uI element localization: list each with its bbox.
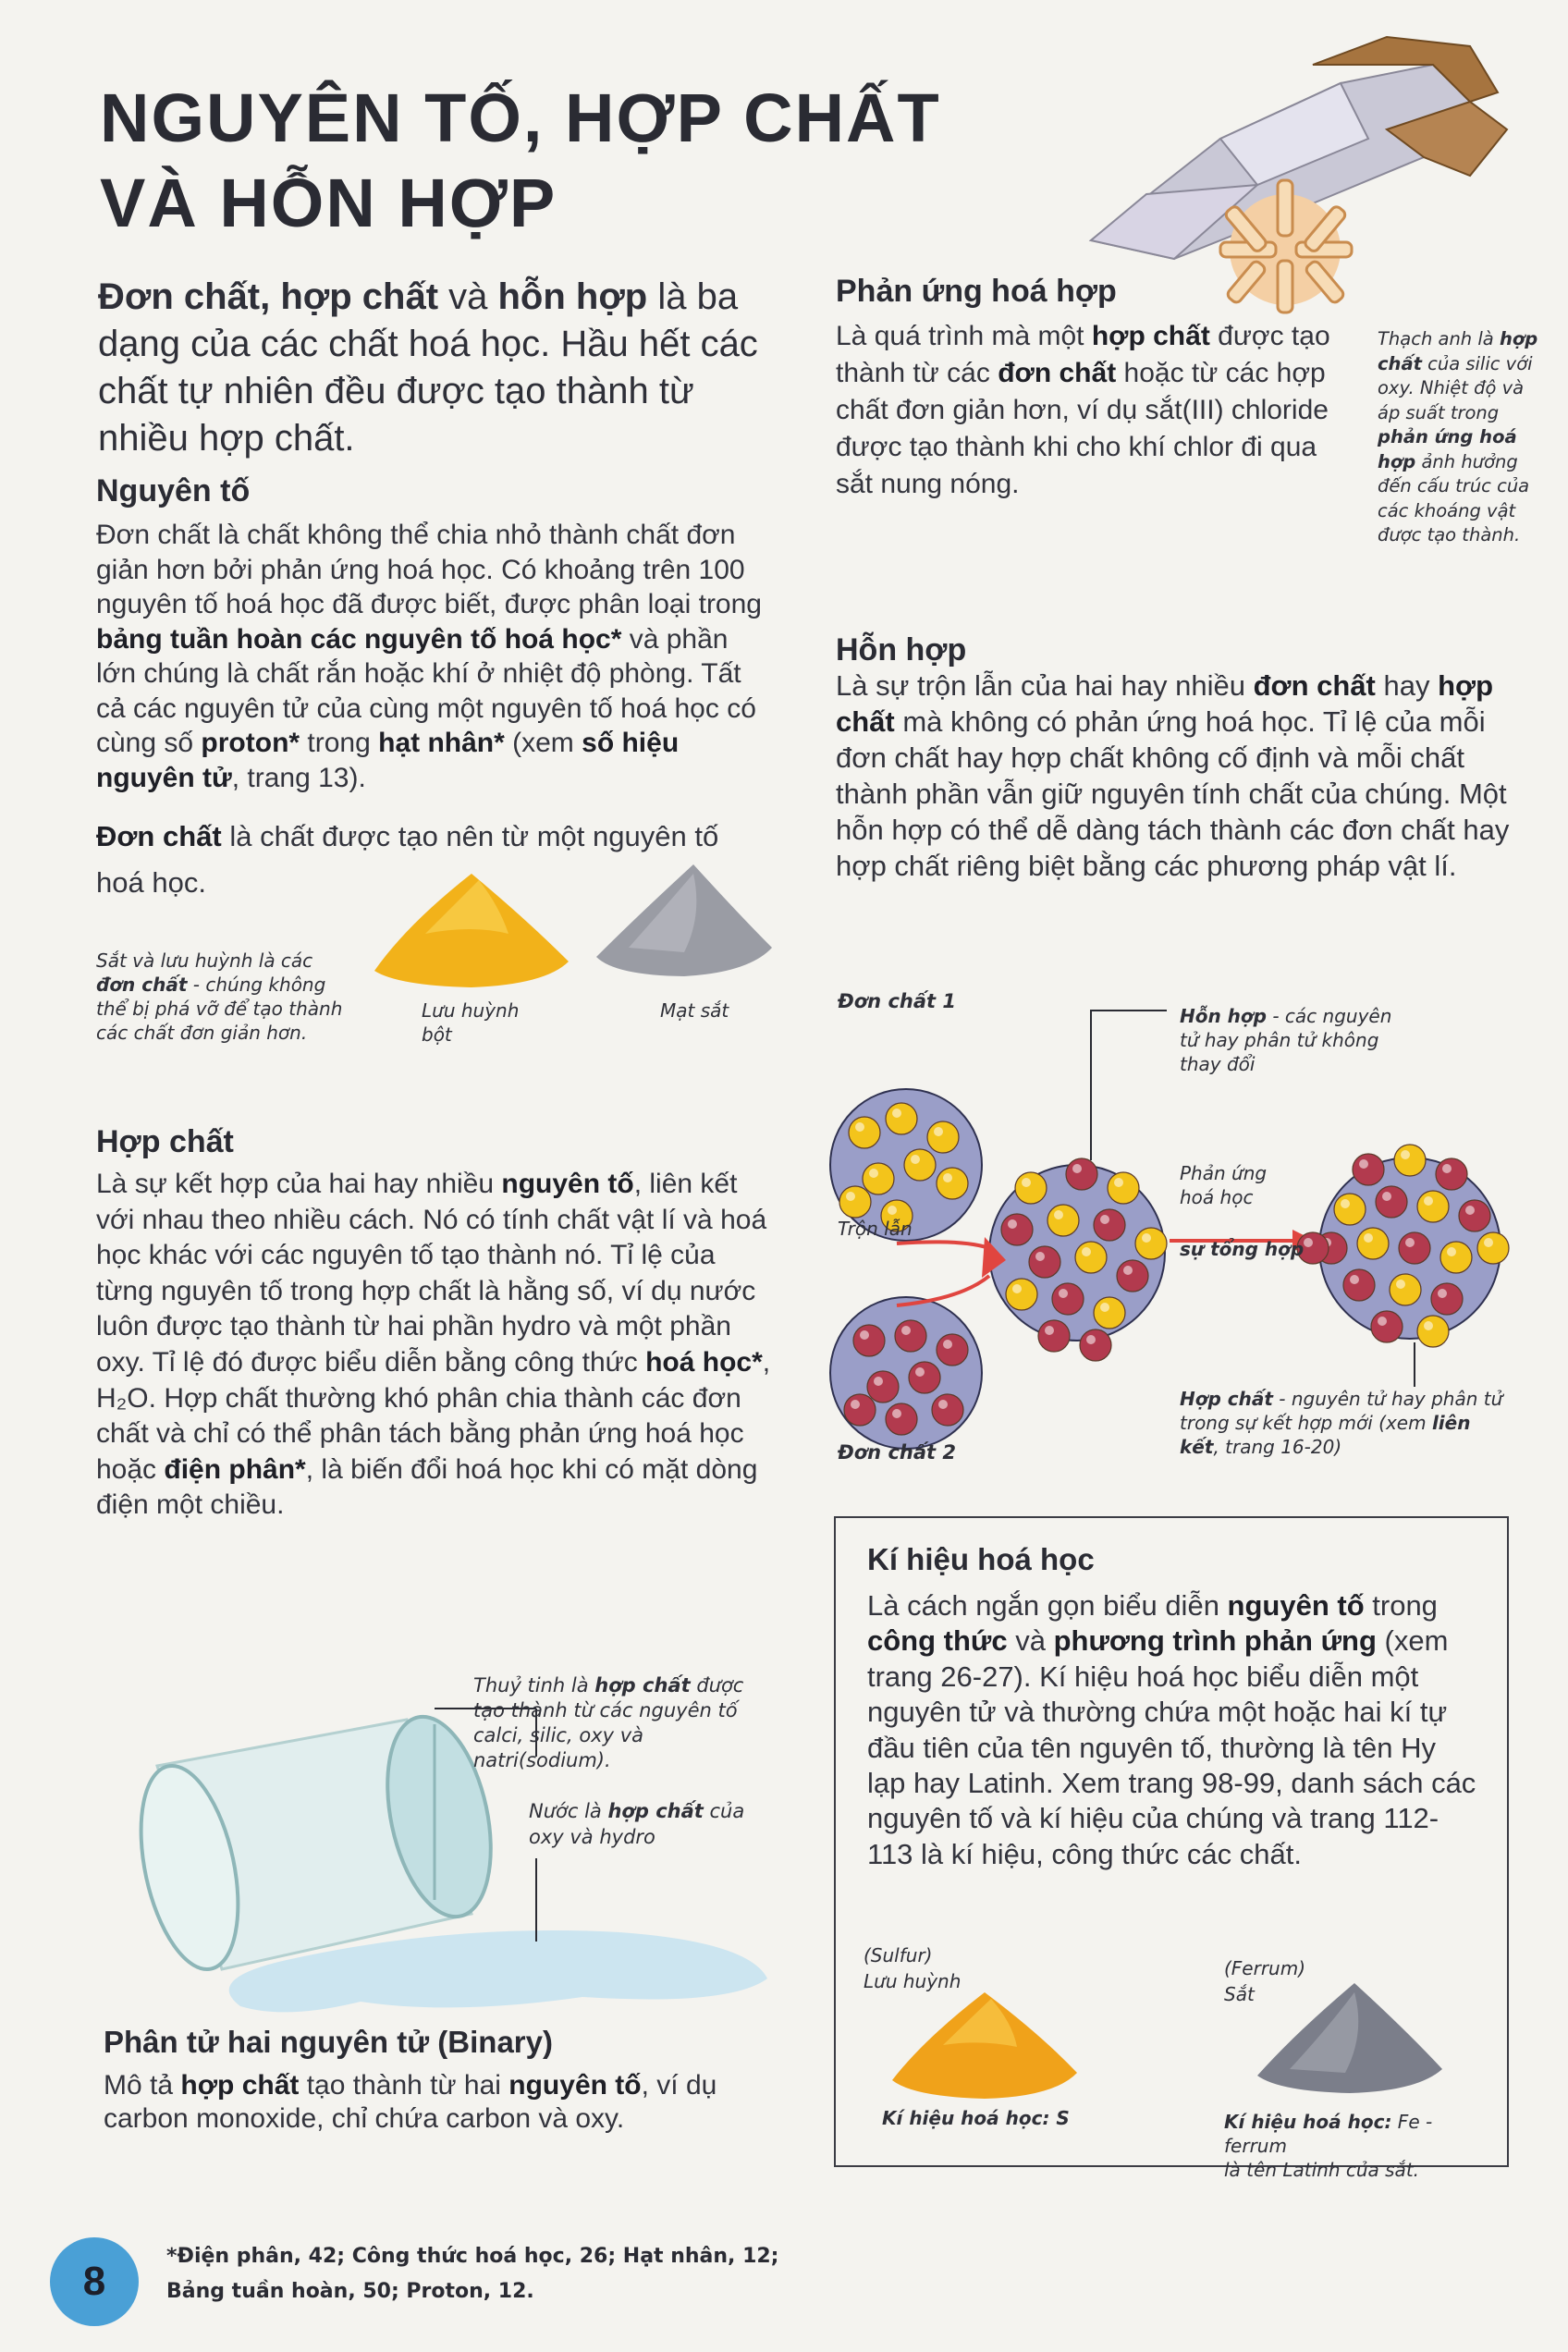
atom-highlight [1484,1238,1493,1247]
yellow-atom [1015,1172,1047,1204]
yellow-atom [839,1186,871,1218]
yellow-atom [1094,1297,1125,1329]
yellow-atom [1390,1274,1421,1305]
atom-highlight [892,1109,901,1118]
red-atom [867,1371,899,1403]
element-definition: Đơn chất là chất được tạo nên từ một nguyên tố hoá học. [96,820,719,899]
atom-highlight [911,1155,920,1164]
atom-highlight [1438,1289,1447,1298]
red-atom [1431,1283,1463,1315]
atom-highlight [1405,1238,1415,1247]
water-caption: Nước là hợp chất của oxy và hydro [529,1800,745,1848]
atom-highlight [1424,1196,1433,1206]
iron-filings-image [592,860,777,980]
atom-highlight [1100,1215,1109,1224]
red-atom [1459,1200,1490,1231]
yellow-atom [1477,1232,1509,1264]
red-atom [1029,1246,1060,1278]
quartz-crystal-image [1035,28,1535,314]
atom-highlight [1035,1252,1045,1261]
glass-caption: Thuỷ tinh là hợp chất được tạo thành từ các nguyên tố calci, silic, oxy và natri(sodium). [473,1674,744,1771]
section-heading-synthesis: Phản ứng hoá hợp [836,274,1117,309]
atom-highlight [892,1409,901,1418]
element-caption: Sắt và lưu huỳnh là các đơn chất - chúng không thể bị phá vỡ để tạo thành các chất đơn giản hơn. [96,949,343,1044]
page-title: NGUYÊN TỐ, HỢP CHẤT VÀ HỖN HỢP [100,80,941,241]
section-heading-mixture: Hỗn hợp [836,632,967,668]
sulfur-name-label: Lưu huỳnh [864,1970,962,1992]
red-atom [1117,1260,1148,1292]
atom-highlight [1114,1178,1123,1187]
atom-highlight [1054,1210,1063,1219]
element2-label: Đơn chất 2 [838,1441,956,1464]
red-atom [886,1403,917,1435]
atom-highlight [1447,1247,1456,1256]
atom-highlight [855,1122,864,1132]
yellow-atom [1334,1194,1366,1225]
page-number: 8 [50,2237,139,2326]
intro-paragraph: Đơn chất, hợp chất và hỗn hợp là ba dạng của các chất hoá học. Hầu hết các chất tự nhiên đều được tạo thành từ nhiều hợp chất. [98,276,758,459]
red-atom [895,1320,926,1352]
yellow-atom [1357,1228,1389,1259]
red-atom [1038,1320,1070,1352]
atom-highlight [938,1400,948,1409]
red-atom [853,1325,885,1356]
compound-label: Hợp chất - nguyên tử hay phân tử trong sự kết hợp mới (xem liên kết, trang 16-20) [1180,1388,1503,1458]
atom-highlight [1364,1233,1373,1243]
binary-paragraph: Mô tả hợp chất tạo thành từ hai nguyên tố, ví dụ carbon monoxide, chỉ chứa carbon và oxy. [104,2070,717,2134]
iron-label: Mạt sắt [660,999,729,1022]
atom-highlight [1350,1275,1359,1284]
atom-highlight [901,1326,911,1335]
yellow-atom [886,1103,917,1134]
iron-name-label: Sắt [1224,1983,1255,2005]
red-atom [1080,1329,1111,1361]
yellow-atom [1417,1316,1449,1347]
yellow-atom [1006,1279,1037,1310]
atom-highlight [846,1192,855,1201]
red-atom [1094,1209,1125,1241]
atom-highlight [1424,1321,1433,1330]
sulfur-pile-image [888,1988,1082,2099]
atom-highlight [1341,1199,1350,1208]
red-atom [932,1394,963,1426]
element1-label: Đơn chất 1 [838,990,956,1012]
iron-symbol-label: Kí hiệu hoá học: Fe -ferrum là tên Latinh của sắt. [1224,2111,1433,2181]
atom-highlight [1382,1192,1391,1201]
red-atom [1052,1283,1084,1315]
atom-highlight [888,1206,897,1215]
atom-highlight [1022,1178,1031,1187]
atom-highlight [1304,1238,1313,1247]
yellow-atom [937,1168,968,1199]
atom-highlight [1086,1335,1096,1344]
iron-pile-image [1253,1978,1447,2094]
red-atom [1001,1214,1033,1245]
atom-highlight [1142,1233,1151,1243]
atom-highlight [1442,1164,1452,1173]
mixture-paragraph: Là sự trộn lẫn của hai hay nhiều đơn chất hay hợp chất mà không có phản ứng hoá học. Tỉ lệ của mỗi đơn chất hay hợp chất không cố định và mỗi chất thành phần vẫn giữ nguyên tính chất của chúng. Một hỗn hợp có thể dễ dàng tách thành các đơn chất hay hợp chất riêng biệt bằng các phương pháp vật lí. [836,669,1510,882]
red-atom [909,1362,940,1393]
sulfur-latin-label: (Sulfur) [864,1944,933,1966]
atom-highlight [1072,1164,1082,1173]
yellow-atom [1108,1172,1139,1204]
yellow-atom [1135,1228,1167,1259]
yellow-atom [904,1149,936,1181]
yellow-atom [1417,1191,1449,1222]
red-atom [1353,1154,1384,1185]
red-atom [1343,1269,1375,1301]
red-atom [1399,1232,1430,1264]
atom-highlight [1396,1280,1405,1289]
atom-highlight [1100,1303,1109,1312]
mixture-leader-line [1091,1011,1167,1160]
atom-highlight [1082,1247,1091,1256]
red-atom [1371,1311,1403,1342]
atom-highlight [860,1330,869,1340]
atom-highlight [1045,1326,1054,1335]
atom-highlight [869,1169,878,1178]
section-heading-symbols: Kí hiệu hoá học [867,1542,1095,1576]
section-heading-compound: Hợp chất [96,1124,234,1159]
yellow-atom [863,1163,894,1194]
sulfur-label: Lưu huỳnh bột [422,999,520,1046]
atom-highlight [943,1173,952,1182]
yellow-atom [1047,1205,1079,1236]
atom-highlight [934,1127,943,1136]
red-atom [1376,1186,1407,1218]
atom-highlight [1401,1150,1410,1159]
section-heading-binary: Phân tử hai nguyên tử (Binary) [104,2025,553,2059]
red-atom [1066,1158,1097,1190]
atom-highlight [1012,1284,1022,1293]
yellow-atom [1440,1242,1472,1273]
red-atom [844,1394,876,1426]
mixing-label: Trộn lẫn [838,1218,913,1240]
symbols-paragraph: Là cách ngắn gọn biểu diễn nguyên tố trong công thức và phương trình phản ứng (xem trang 26-27). Kí hiệu hoá học biểu diễn một nguyên tử và thường chứa một hoặc hai kí tự đầu tiên của tên nguyên tố, thường là tên Hy lạp hay Latinh. Xem trang 98-99, danh sách các nguyên tố và kí hiệu của chúng và trang 112-113 là kí hiệu, công thức các chất. [867,1589,1476,1870]
atom-highlight [1378,1317,1387,1326]
compound-paragraph: Là sự kết hợp của hai hay nhiều nguyên tố, liên kết với nhau theo nhiều cách. Nó có tính chất vật lí và hoá học khác với các nguyên tố tạo thành nó. Tỉ lệ của từng nguyên tố trong hợp chất là hằng số, ví dụ nước luôn được tạo thành từ hai phần hydro và một phần oxy. Tỉ lệ đó được biểu diễn bằng công thức hoá học*, H₂O. Hợp chất thường khó phân chia thành các đơn chất và chỉ có thể phân tách bằng phản ứng hoá học hoặc điện phân*, là biến đổi hoá học khi có mặt dòng điện một chiều. [96,1169,771,1521]
sulfur-symbol-label: Kí hiệu hoá học: S [882,2107,1070,2129]
footnote: *Điện phân, 42; Công thức hoá học, 26; Hạt nhân, 12; Bảng tuần hoàn, 50; Proton, 12. [166,2245,779,2303]
atom-highlight [1059,1289,1068,1298]
mixture-label: Hỗn hợp - các nguyên tử hay phân tử không thay đổi [1180,1005,1392,1075]
red-atom [937,1334,968,1366]
atom-highlight [874,1377,883,1386]
atom-highlight [943,1340,952,1349]
element-paragraph: Đơn chất là chất không thể chia nhỏ thành chất đơn giản hơn bởi phản ứng hoá học. Có khoảng trên 100 nguyên tố hoá học đã được biết, được phân loại trong bảng tuần hoàn các nguyên tố hoá học* và phần lớn chúng là chất rắn hoặc khí ở nhiệt độ phòng. Tất cả các nguyên tử của cùng một nguyên tố hoá học có cùng số proton* trong hạt nhân* (xem số hiệu nguyên tử, trang 13). [96,520,762,793]
atom-highlight [1123,1266,1133,1275]
atom-highlight [1465,1206,1475,1215]
reaction-label: Phản ứng hoá học [1180,1162,1268,1208]
atom-highlight [915,1367,925,1377]
red-atom [1436,1158,1467,1190]
synthesis-label: sự tổng hợp [1180,1238,1305,1260]
yellow-atom [1075,1242,1107,1273]
atom-highlight [851,1400,860,1409]
iron-latin-label: (Ferrum) [1224,1957,1306,1979]
yellow-atom [849,1117,880,1148]
sulfur-powder-image [370,869,573,989]
atom-highlight [1008,1219,1017,1229]
quartz-caption: Thạch anh là hợp chất của silic với oxy. Nhiệt độ và áp suất trong phản ứng hoá hợp ảnh hưởng đến cấu trúc của các khoáng vật được tạo thành. [1378,328,1538,545]
atom-highlight [1359,1159,1368,1169]
mixing-arrow-top [897,1242,989,1248]
yellow-atom [1394,1145,1426,1176]
synthesis-paragraph: Là quá trình mà một hợp chất được tạo thành từ các đơn chất hoặc từ các hợp chất đơn giản hơn, ví dụ sắt(III) chloride được tạo thành khi cho khí chlor đi qua sắt nung nóng. [836,321,1330,499]
section-heading-element: Nguyên tố [96,473,251,508]
yellow-atom [927,1121,959,1153]
